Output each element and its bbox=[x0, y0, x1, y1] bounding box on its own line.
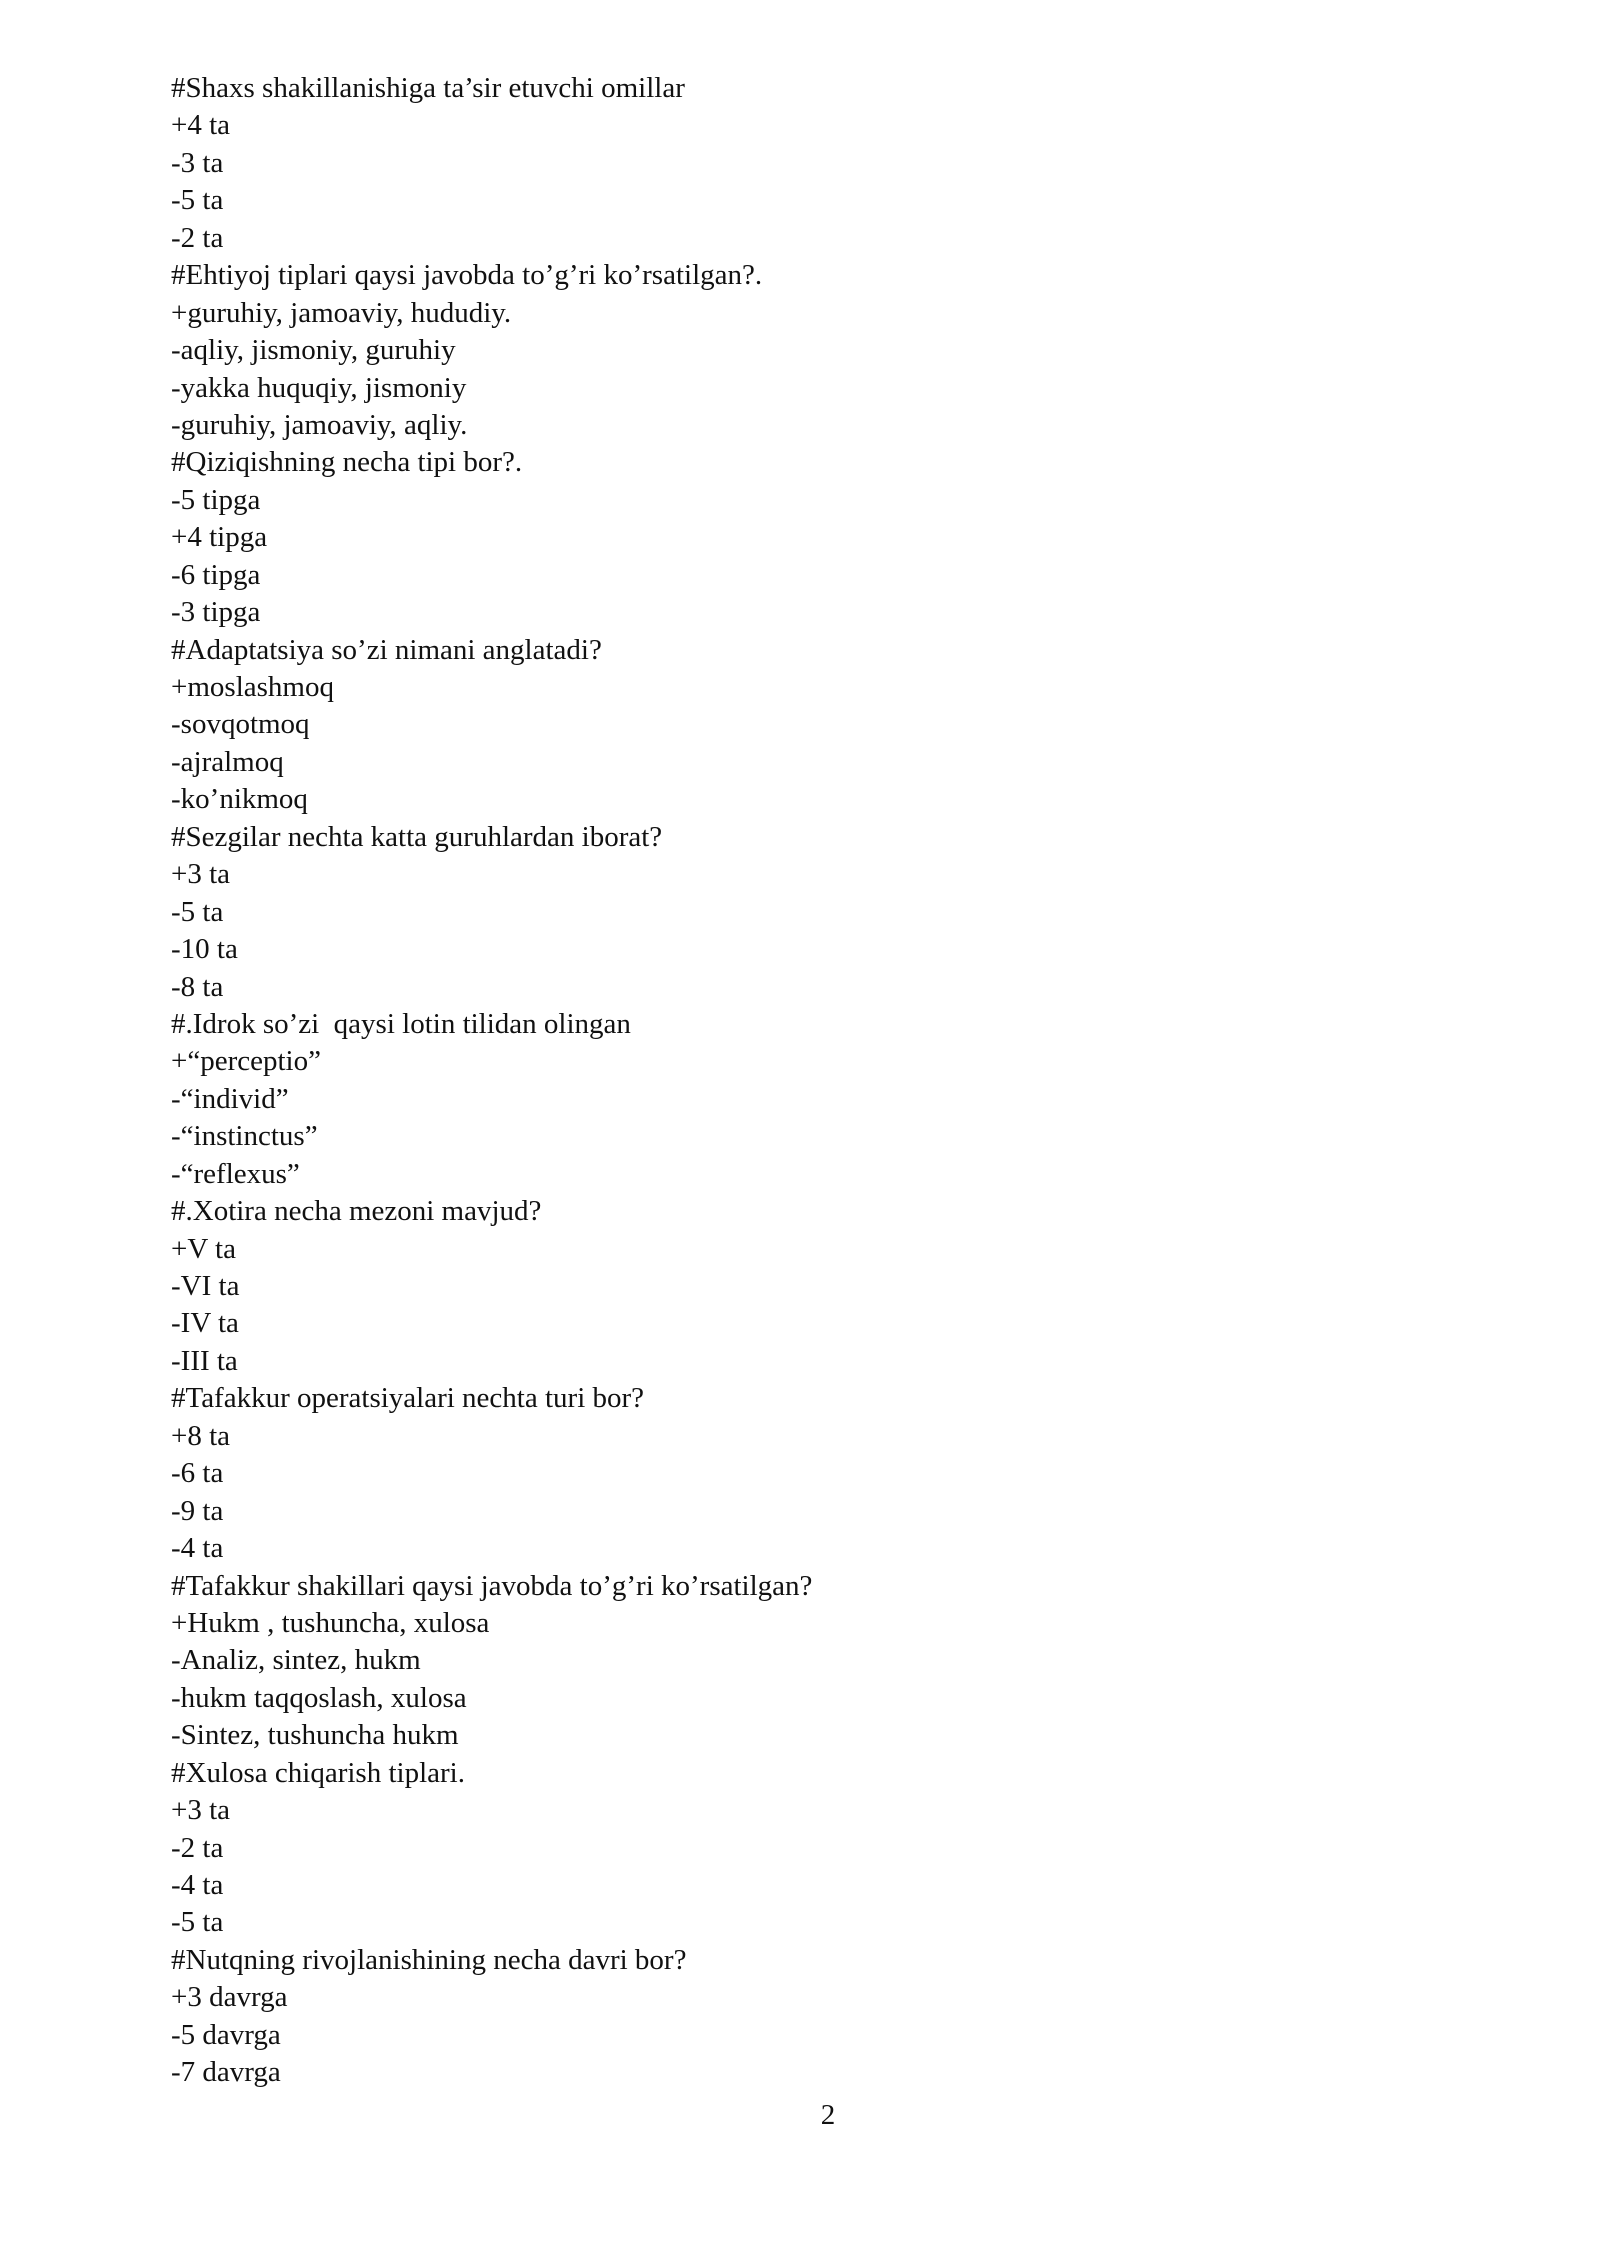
question-line: #Qiziqishning necha tipi bor?. bbox=[171, 446, 523, 479]
answer-option-line: -10 ta bbox=[171, 933, 238, 966]
answer-option-line: -yakka huquqiy, jismoniy bbox=[171, 371, 467, 404]
correct-answer-line: +3 davrga bbox=[171, 1981, 288, 2014]
question-line: #Ehtiyoj tiplari qaysi javobda to’g’ri ko’rsatilgan?. bbox=[171, 259, 763, 292]
question-line: #Nutqning rivojlanishining necha davri bor? bbox=[171, 1943, 687, 1976]
answer-option-line: -“reflexus” bbox=[171, 1157, 300, 1190]
correct-answer-line: +V ta bbox=[171, 1232, 236, 1265]
question-line: #Tafakkur operatsiyalari nechta turi bor? bbox=[171, 1382, 645, 1415]
correct-answer-line: +3 ta bbox=[171, 858, 231, 891]
answer-option-line: -4 ta bbox=[171, 1532, 224, 1565]
answer-option-line: -7 davrga bbox=[171, 2056, 281, 2089]
answer-option-line: -guruhiy, jamoaviy, aqliy. bbox=[171, 408, 468, 441]
answer-option-line: -IV ta bbox=[171, 1307, 239, 1340]
question-line: #Tafakkur shakillari qaysi javobda to’g’ri ko’rsatilgan? bbox=[171, 1569, 813, 1602]
answer-option-line: -Analiz, sintez, hukm bbox=[171, 1644, 421, 1677]
answer-option-line: -III ta bbox=[171, 1344, 238, 1377]
correct-answer-line: +moslashmoq bbox=[171, 671, 334, 703]
answer-option-line: -2 ta bbox=[171, 1831, 224, 1864]
question-line: #Shaxs shakillanishiga ta’sir etuvchi omillar bbox=[171, 72, 685, 104]
question-line: #Xulosa chiqarish tiplari. bbox=[171, 1756, 465, 1789]
answer-option-line: -4 ta bbox=[171, 1869, 224, 1901]
answer-option-line: -9 ta bbox=[171, 1494, 224, 1527]
document-body bbox=[171, 70, 1421, 2092]
answer-option-line: -6 ta bbox=[171, 1457, 224, 1490]
answer-option-line: -Sintez, tushuncha hukm bbox=[171, 1719, 459, 1752]
answer-option-line: -“instinctus” bbox=[171, 1120, 318, 1153]
answer-option-line: -VI ta bbox=[171, 1270, 240, 1302]
answer-option-line: -5 ta bbox=[171, 895, 224, 928]
answer-option-line: -sovqotmoq bbox=[171, 708, 310, 741]
answer-option-line: -5 tipga bbox=[171, 483, 261, 516]
correct-answer-line: +4 ta bbox=[171, 109, 231, 142]
answer-option-line: -5 ta bbox=[171, 184, 224, 217]
question-line: #.Xotira necha mezoni mavjud? bbox=[171, 1195, 542, 1228]
answer-option-line: -ko’nikmoq bbox=[171, 783, 308, 816]
answer-option-line: -hukm taqqoslash, xulosa bbox=[171, 1681, 467, 1714]
correct-answer-line: +Hukm , tushuncha, xulosa bbox=[171, 1606, 490, 1639]
answer-option-line: -5 davrga bbox=[171, 2018, 281, 2051]
correct-answer-line: +3 ta bbox=[171, 1794, 231, 1827]
answer-option-line: -“individ” bbox=[171, 1082, 289, 1115]
answer-option-line: -8 ta bbox=[171, 970, 224, 1003]
correct-answer-line: +4 tipga bbox=[171, 521, 268, 554]
page-number: 2 bbox=[820, 2099, 836, 2131]
correct-answer-line: +8 ta bbox=[171, 1419, 231, 1452]
question-line: #.Idrok so’zi qaysi lotin tilidan olingan bbox=[171, 1007, 631, 1040]
question-line: #Sezgilar nechta katta guruhlardan iborat? bbox=[171, 820, 663, 853]
answer-option-line: -3 tipga bbox=[171, 596, 261, 629]
answer-option-line: -3 ta bbox=[171, 146, 224, 179]
answer-option-line: -ajralmoq bbox=[171, 745, 284, 778]
answer-option-line: -6 tipga bbox=[171, 558, 261, 591]
answer-option-line: -5 ta bbox=[171, 1906, 224, 1939]
answer-option-line: -aqliy, jismoniy, guruhiy bbox=[171, 334, 456, 367]
correct-answer-line: +“perceptio” bbox=[171, 1045, 321, 1078]
correct-answer-line: +guruhiy, jamoaviy, hududiy. bbox=[171, 296, 512, 329]
question-line: #Adaptatsiya so’zi nimani anglatadi? bbox=[171, 633, 602, 666]
answer-option-line: -2 ta bbox=[171, 221, 224, 254]
